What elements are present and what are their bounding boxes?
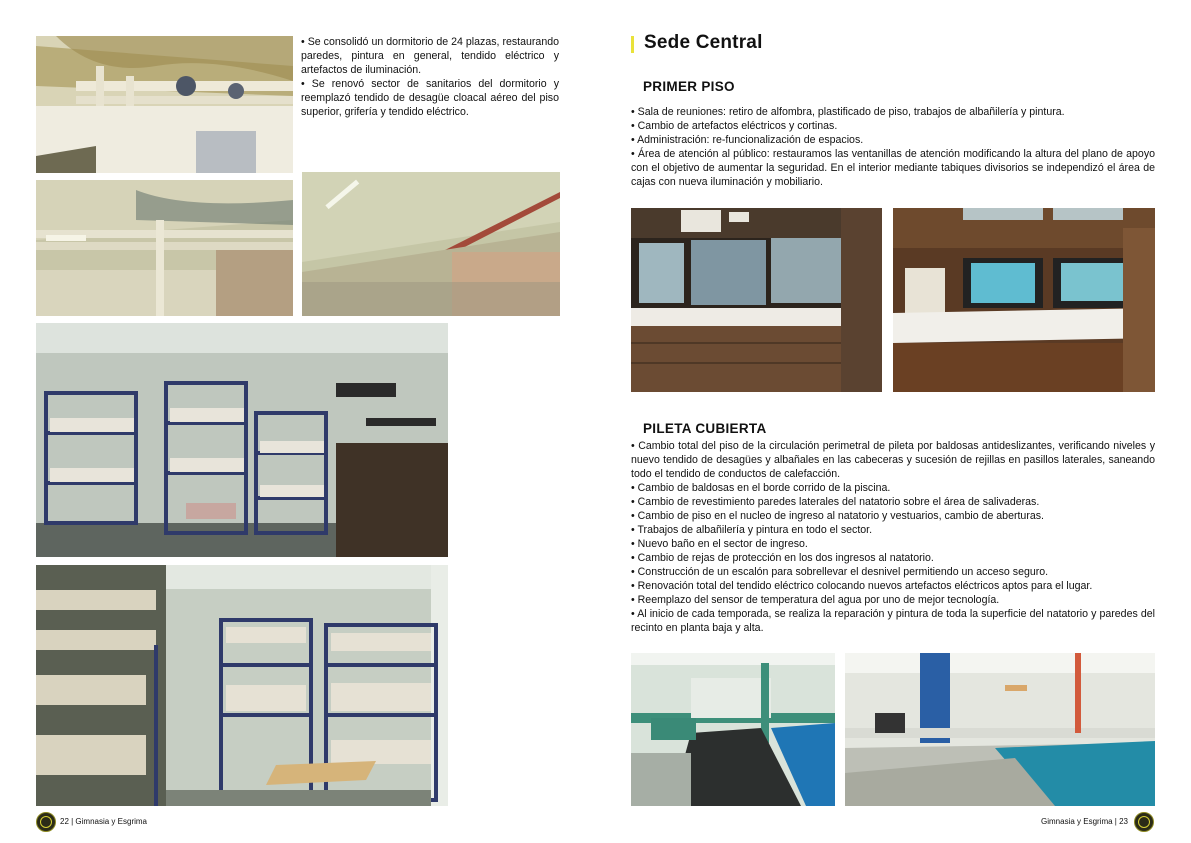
page-title: Sede Central bbox=[644, 32, 763, 53]
list-item: • Renovación total del tendido eléctrico colocando nuevos artefactos eléctricos aptos para el lugar. bbox=[631, 579, 1155, 593]
list-item: • Cambio de rejas de protección en los dos ingresos al natatorio. bbox=[631, 551, 1155, 565]
section-heading-pileta-cubierta: PILETA CUBIERTA bbox=[643, 421, 767, 436]
list-item: • Cambio de piso en el nucleo de ingreso al natatorio y vestuarios, cambio de aberturas. bbox=[631, 509, 1155, 523]
list-item: • Construcción de un escalón para sobrellevar el desnivel permitiendo un acceso seguro. bbox=[631, 565, 1155, 579]
primer-piso-bullets bbox=[631, 105, 1155, 189]
left-footer: 22 | Gimnasia y Esgrima bbox=[60, 817, 147, 826]
right-footer: Gimnasia y Esgrima | 23 bbox=[1041, 817, 1128, 826]
pileta-bullets bbox=[631, 439, 1155, 635]
club-logo-icon bbox=[36, 812, 56, 832]
list-item: • Sala de reuniones: retiro de alfombra, plastificado de piso, trabajos de albañilería y pintura. bbox=[631, 105, 1155, 119]
left-bullet: • Se renovó sector de sanitarios del dormitorio y reemplazó tendido de desagüe cloacal aéreo del piso superior, grifería y tendido eléctrico. bbox=[301, 77, 559, 119]
left-bullet: • Se consolidó un dormitorio de 24 plazas, restaurando paredes, pintura en general, tendido eléctrico y artefactos de iluminación. bbox=[301, 35, 559, 77]
photo-ceiling-pipes-2 bbox=[36, 180, 293, 316]
list-item: • Cambio de baldosas en el borde corrido de la piscina. bbox=[631, 481, 1155, 495]
photo-attention-windows-2 bbox=[893, 208, 1155, 392]
list-item: • Al inicio de cada temporada, se realiza la reparación y pintura de toda la superficie del natatorio y paredes del recinto en planta baja y alta. bbox=[631, 607, 1155, 635]
photo-dormitory-1 bbox=[36, 323, 448, 557]
section-heading-primer-piso: PRIMER PISO bbox=[643, 79, 735, 94]
list-item: • Cambio de artefactos eléctricos y cortinas. bbox=[631, 119, 1155, 133]
photo-dormitory-2 bbox=[36, 565, 448, 806]
list-item: • Nuevo baño en el sector de ingreso. bbox=[631, 537, 1155, 551]
photo-ceiling-pipes-1 bbox=[36, 36, 293, 173]
left-bullets bbox=[301, 35, 559, 119]
photo-indoor-pool bbox=[845, 653, 1155, 806]
photo-pool-entrance bbox=[631, 653, 835, 806]
list-item: • Trabajos de albañilería y pintura en todo el sector. bbox=[631, 523, 1155, 537]
list-item: • Administración: re-funcionalización de espacios. bbox=[631, 133, 1155, 147]
title-accent-bar bbox=[631, 36, 634, 53]
list-item: • Reemplazo del sensor de temperatura del agua por uno de mejor tecnología. bbox=[631, 593, 1155, 607]
photo-ceiling-red-pipe bbox=[302, 172, 560, 316]
list-item: • Cambio de revestimiento paredes laterales del natatorio sobre el área de salivaderas. bbox=[631, 495, 1155, 509]
list-item: • Cambio total del piso de la circulación perimetral de pileta por baldosas antideslizantes, verificando niveles y nuevo tendido de desagües y albañales en las cabeceras y sucesión de rejillas en pasillos laterales, saneando todo el tendido de conductos de calefacción. bbox=[631, 439, 1155, 481]
list-item: • Área de atención al público: restauramos las ventanillas de atención modificando la altura del plano de apoyo con el objetivo de aumentar la seguridad. En el interior mediante tabiques divisorios se independizó el área de cajas con nueva iluminación y mobiliario. bbox=[631, 147, 1155, 189]
club-logo-icon bbox=[1134, 812, 1154, 832]
photo-attention-windows-1 bbox=[631, 208, 882, 392]
